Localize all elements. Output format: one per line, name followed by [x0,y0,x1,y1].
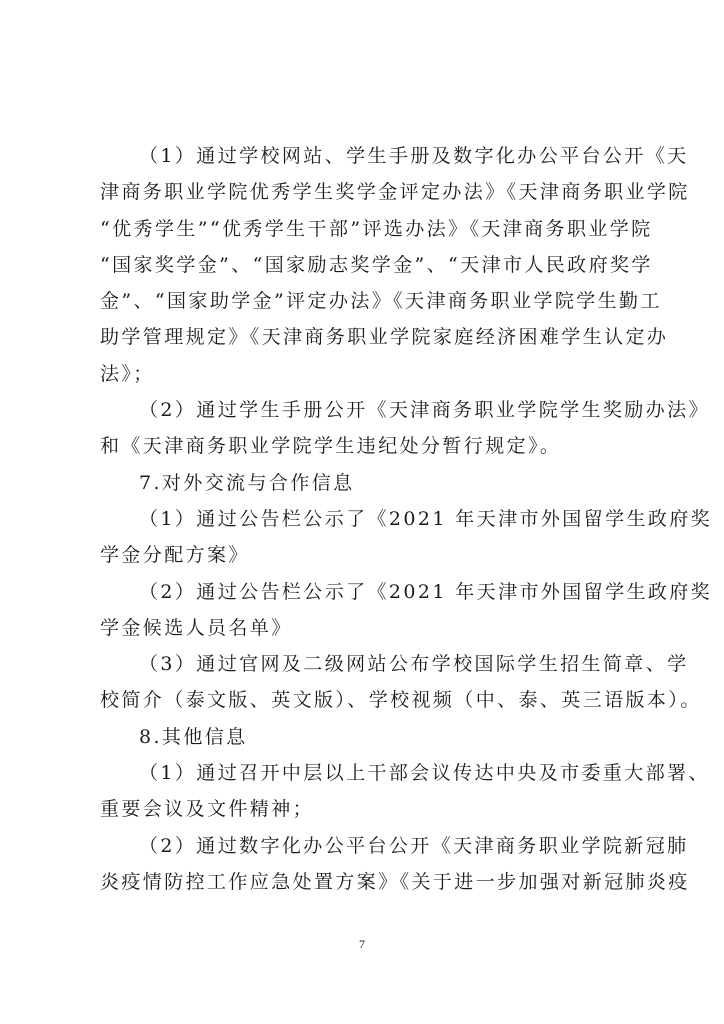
text-line: （2）通过公告栏公示了《2021 年天津市外国留学生政府奖 [139,580,713,603]
text-line: 和《天津商务职业学院学生违纪处分暂行规定》。 [100,435,562,458]
text-line: 学金候选人员名单》 [100,616,293,639]
body-text [100,138,713,900]
text-line: 金”、“国家助学金”评定办法》《天津商务职业学院学生勤工 [100,290,662,313]
text-line: （2）通过数字化办公平台公开《天津商务职业学院新冠肺 [139,834,689,857]
text-line: 炎疫情防控工作应急处置方案》《关于进一步加强对新冠肺炎疫 [100,870,690,893]
text-line: 学金分配方案》 [100,544,250,567]
text-line: （1）通过公告栏公示了《2021 年天津市外国留学生政府奖 [139,507,713,530]
section-heading: 8.其他信息 [139,725,248,748]
text-line: 校简介（泰文版、英文版）、学校视频（中、泰、英三语版本）。 [100,689,702,712]
text-line: （3）通过官网及二级网站公布学校国际学生招生简章、学 [139,653,689,676]
text-line: 法》； [100,362,155,385]
page-number: 7 [359,937,365,951]
text-line: “国家奖学金”、“国家励志奖学金”、“天津市人民政府奖学 [100,253,653,276]
text-line: 重要会议及文件精神； [100,798,315,821]
text-line: （1）通过学校网站、学生手册及数字化办公平台公开《天 [139,145,689,167]
section-heading: 7.对外交流与合作信息 [139,471,355,494]
text-line: （1）通过召开中层以上干部会议传达中央及市委重大部署、 [139,762,710,785]
text-line: 津商务职业学院优秀学生奖学金评定办法》《天津商务职业学院 [100,181,690,204]
text-line: 助学管理规定》《天津商务职业学院家庭经济困难学生认定办 [100,326,669,349]
text-line: （2）通过学生手册公开《天津商务职业学院学生奖励办法》 [139,399,710,422]
text-line: “优秀学生”“优秀学生干部”评选办法》《天津商务职业学院 [100,217,653,240]
